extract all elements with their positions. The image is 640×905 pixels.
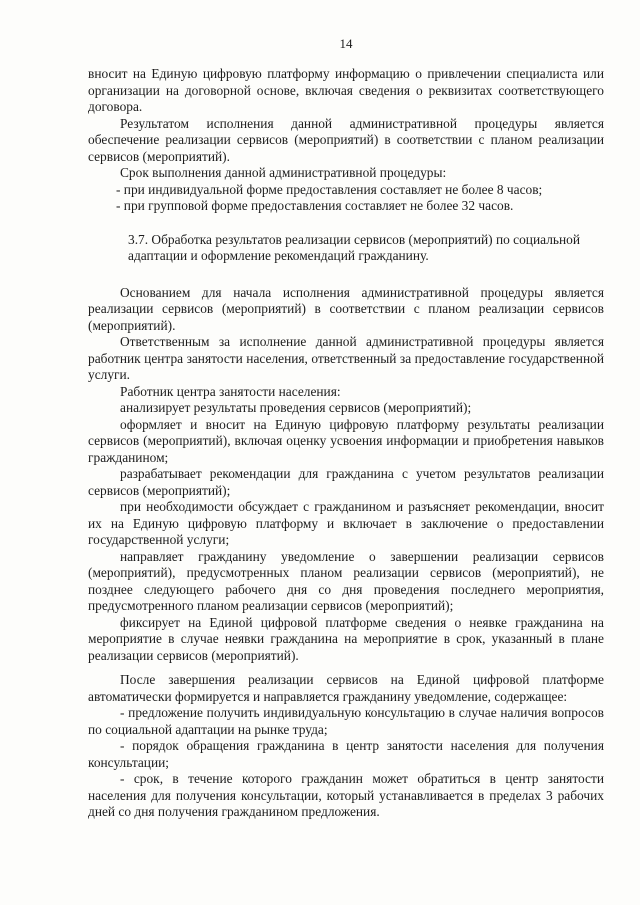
paragraph-procedure-basis: Основанием для начала исполнения административной процедуры является реализации сервисов (мероприятий) в соответствии с планом реализации сервисов (мероприятий). (88, 284, 604, 333)
list-item-consultation-deadline: - срок, в течение которого гражданин может обратиться в центр занятости населения для получения консультации, который устанавливается в пределах 3 рабочих дней со дня получения гражданином предложения. (88, 771, 604, 819)
list-item-records-results: оформляет и вносит на Единую цифровую платформу результаты реализации сервисов (мероприятий), включая оценку усвоения информации и приобретения навыков гражданином; (88, 416, 604, 465)
list-item-analyzes-results: анализирует результаты проведения сервисов (мероприятий); (120, 400, 472, 415)
section-heading-3-7: 3.7. Обработка результатов реализации сервисов (мероприятий) по социальной адаптации и оформление рекомендаций гражданину. (128, 231, 581, 263)
list-item-sends-notification: направляет гражданину уведомление о завершении реализации сервисов (мероприятий), предусмотренных планом реализации сервисов (мероприятий), не позднее следующего рабочего дня со дня проведения последнего мероприятия, предусмотренного планом реализации сервисов (мероприятий); (88, 548, 604, 613)
paragraph-employee-intro: Работник центра занятости населения: (120, 383, 341, 399)
list-item-consultation-procedure: - порядок обращения гражданина в центр занятости населения для получения консультации; (88, 738, 604, 770)
list-item-develops-recommendations: разрабатывает рекомендации для гражданина с учетом результатов реализации сервисов (мероприятий); (88, 466, 604, 498)
paragraph-auto-notification: После завершения реализации сервисов на Единой цифровой платформе автоматически формируется и направляется гражданину уведомление, содержащее: (88, 672, 604, 704)
paragraph-responsible-person: Ответственным за исполнение данной административной процедуры является работник центра занятости населения, ответственный за предоставление государственной услуги. (88, 334, 604, 382)
paragraph-procedure-result: Результатом исполнения данной административной процедуры является обеспечение реализации сервисов (мероприятий) в соответствии с планом реализации сервисов (мероприятий). (88, 115, 604, 164)
list-item-records-absence: фиксирует на Единой цифровой платформе сведения о неявке гражданина на мероприятие в случае неявки гражданина на мероприятие в срок, указанный в плане реализации сервисов (мероприятий). (88, 614, 604, 663)
list-item-consultation-offer: - предложение получить индивидуальную консультацию в случае наличия вопросов по социальной адаптации на рынке труда; (88, 705, 604, 737)
paragraph-procedure-deadline: Срок выполнения данной административной процедуры: (120, 165, 447, 180)
paragraph-registration-of-contract: вносит на Единую цифровую платформу информацию о привлечении специалиста или организации на договорной основе, включая сведения о реквизитах соответствующего договора. (88, 66, 604, 114)
list-item-discusses-recommendations: при необходимости обсуждает с гражданином и разъясняет рекомендации, вносит их на Единую цифровую платформу и включает в заключение о предоставлении государственной услуги; (88, 499, 604, 547)
paragraph-gap (88, 664, 604, 672)
list-item-individual-form: - при индивидуальной форме предоставления составляет не более 8 часов; (116, 181, 543, 197)
list-item-group-form: - при групповой форме предоставления составляет не более 32 часов. (116, 198, 514, 213)
page-number: 14 (339, 36, 353, 51)
